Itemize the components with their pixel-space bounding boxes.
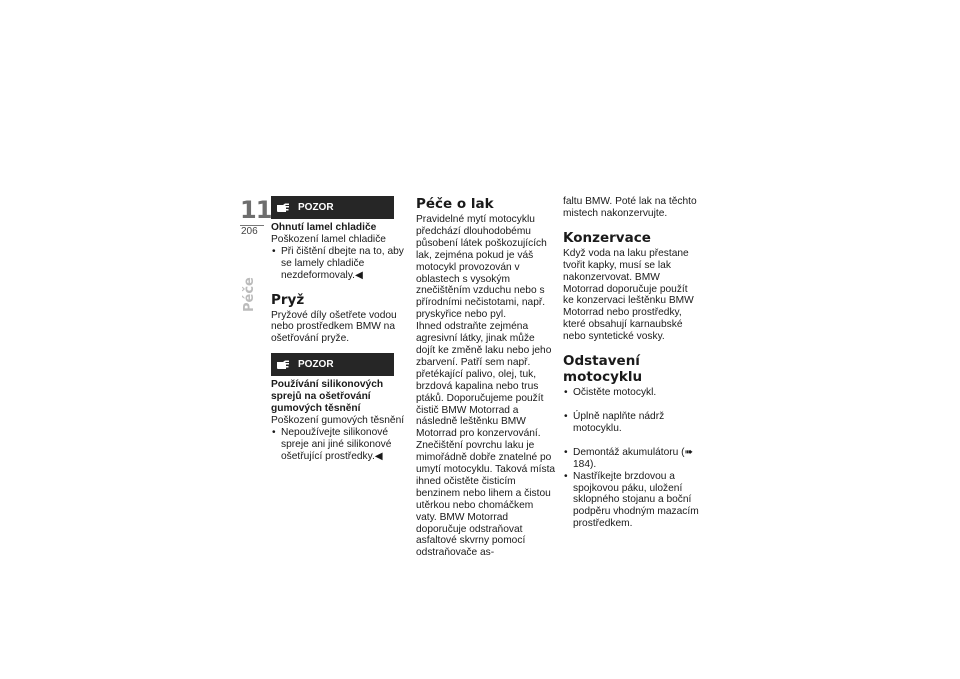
paragraph-2: Ihned odstraňte zejména agresivní látky, jinak může dojít ke změně laku nebo jeho zbarvení. Patří sem např. přetékající palivo, olej, tuk, brzdová kapalina nebo trus ptáků. Doporučujeme použít čistič BMW Motorrad a následně leštěnku BMW Motorrad pro konzervování. <box>416 321 552 440</box>
warning-bullet-1: • Při čištění dbejte na to, aby se lamely chladiče nezdeformovaly.◀ <box>271 246 409 282</box>
odstaveni-list <box>563 387 701 530</box>
list-item: • Očistěte motocykl. <box>563 387 701 399</box>
chapter-title: Péče <box>242 277 257 312</box>
section-text-konzervace: Když voda na laku přestane tvořit kapky, musí se lak nakonzervovat. BMW Motorrad doporučuje použít ke konzervaci leštěnku BMW Motorrad nebo prostředky, které obsahují karnaubské nebo syntetické vosky. <box>563 247 694 343</box>
warning-hand-icon <box>276 360 290 370</box>
warning-hand-icon <box>276 203 290 213</box>
warning-box-1 <box>271 196 394 219</box>
section-title-odstaveni: Odstavení motocyklu <box>563 353 643 386</box>
warning-title-2: Používání silikonových sprejů na ošetřování gumových těsnění <box>271 379 384 415</box>
column-3 <box>563 196 701 530</box>
section-text-pryz: Pryžové díly ošetřete vodou nebo prostředkem BMW na ošetřování pryže. <box>271 309 397 345</box>
column-1 <box>271 196 409 463</box>
paragraph-1: Pravidelné mytí motocyklu předchází dlouhodobému působení látek poškozujících lak, zejména pokud je váš motocykl provozován v oblastech s vysokým znečištěním vzduchu nebo s přírodními nečistotami, např. pryskyřice nebo pyl. <box>416 214 547 321</box>
warning-label-1: POZOR <box>298 201 334 213</box>
list-item: • Demontáž akumulátoru (➠ 184). <box>563 447 701 471</box>
warning-text-2: Poškození gumových těsnění <box>271 414 405 426</box>
list-item: • Úplně naplňte nádrž motocyklu. <box>563 411 701 435</box>
warning-text-1: Poškození lamel chladiče <box>271 233 386 245</box>
warning-list-2 <box>271 427 409 463</box>
warning-title-1: Ohnutí lamel chladiče <box>271 222 377 233</box>
column-2 <box>416 196 556 559</box>
section-title-pryz: Pryž <box>271 291 305 308</box>
continuation-text: faltu BMW. Poté lak na těchto mistech nakonzervujte. <box>563 196 697 219</box>
chapter-number: 11 <box>240 196 272 224</box>
section-title-pece-o-lak: Péče o lak <box>416 196 494 212</box>
warning-list-1 <box>271 246 409 282</box>
list-item: • Nastříkejte brzdovou a spojkovou páku, uložení sklopného stojanu a boční podpěru vhodným mazacím prostředkem. <box>563 471 701 531</box>
section-title-konzervace: Konzervace <box>563 229 651 246</box>
warning-box-2 <box>271 353 394 376</box>
paragraph-3: Znečištění povrchu laku je mimořádně dobře znatelné po umytí motocyklu. Taková místa ihned očistěte čisticím benzinem nebo lihem a čistou utěrkou nebo chomáčkem vaty. BMW Motorrad doporučuje odstraňovat asfaltové skvrny pomocí odstraňovače as- <box>416 440 556 559</box>
page-number: 206 <box>241 226 258 237</box>
warning-bullet-2: • Nepoužívejte silikonové spreje ani jiné silikonové ošetřující prostředky.◀ <box>271 427 409 463</box>
warning-label-2: POZOR <box>298 358 334 370</box>
